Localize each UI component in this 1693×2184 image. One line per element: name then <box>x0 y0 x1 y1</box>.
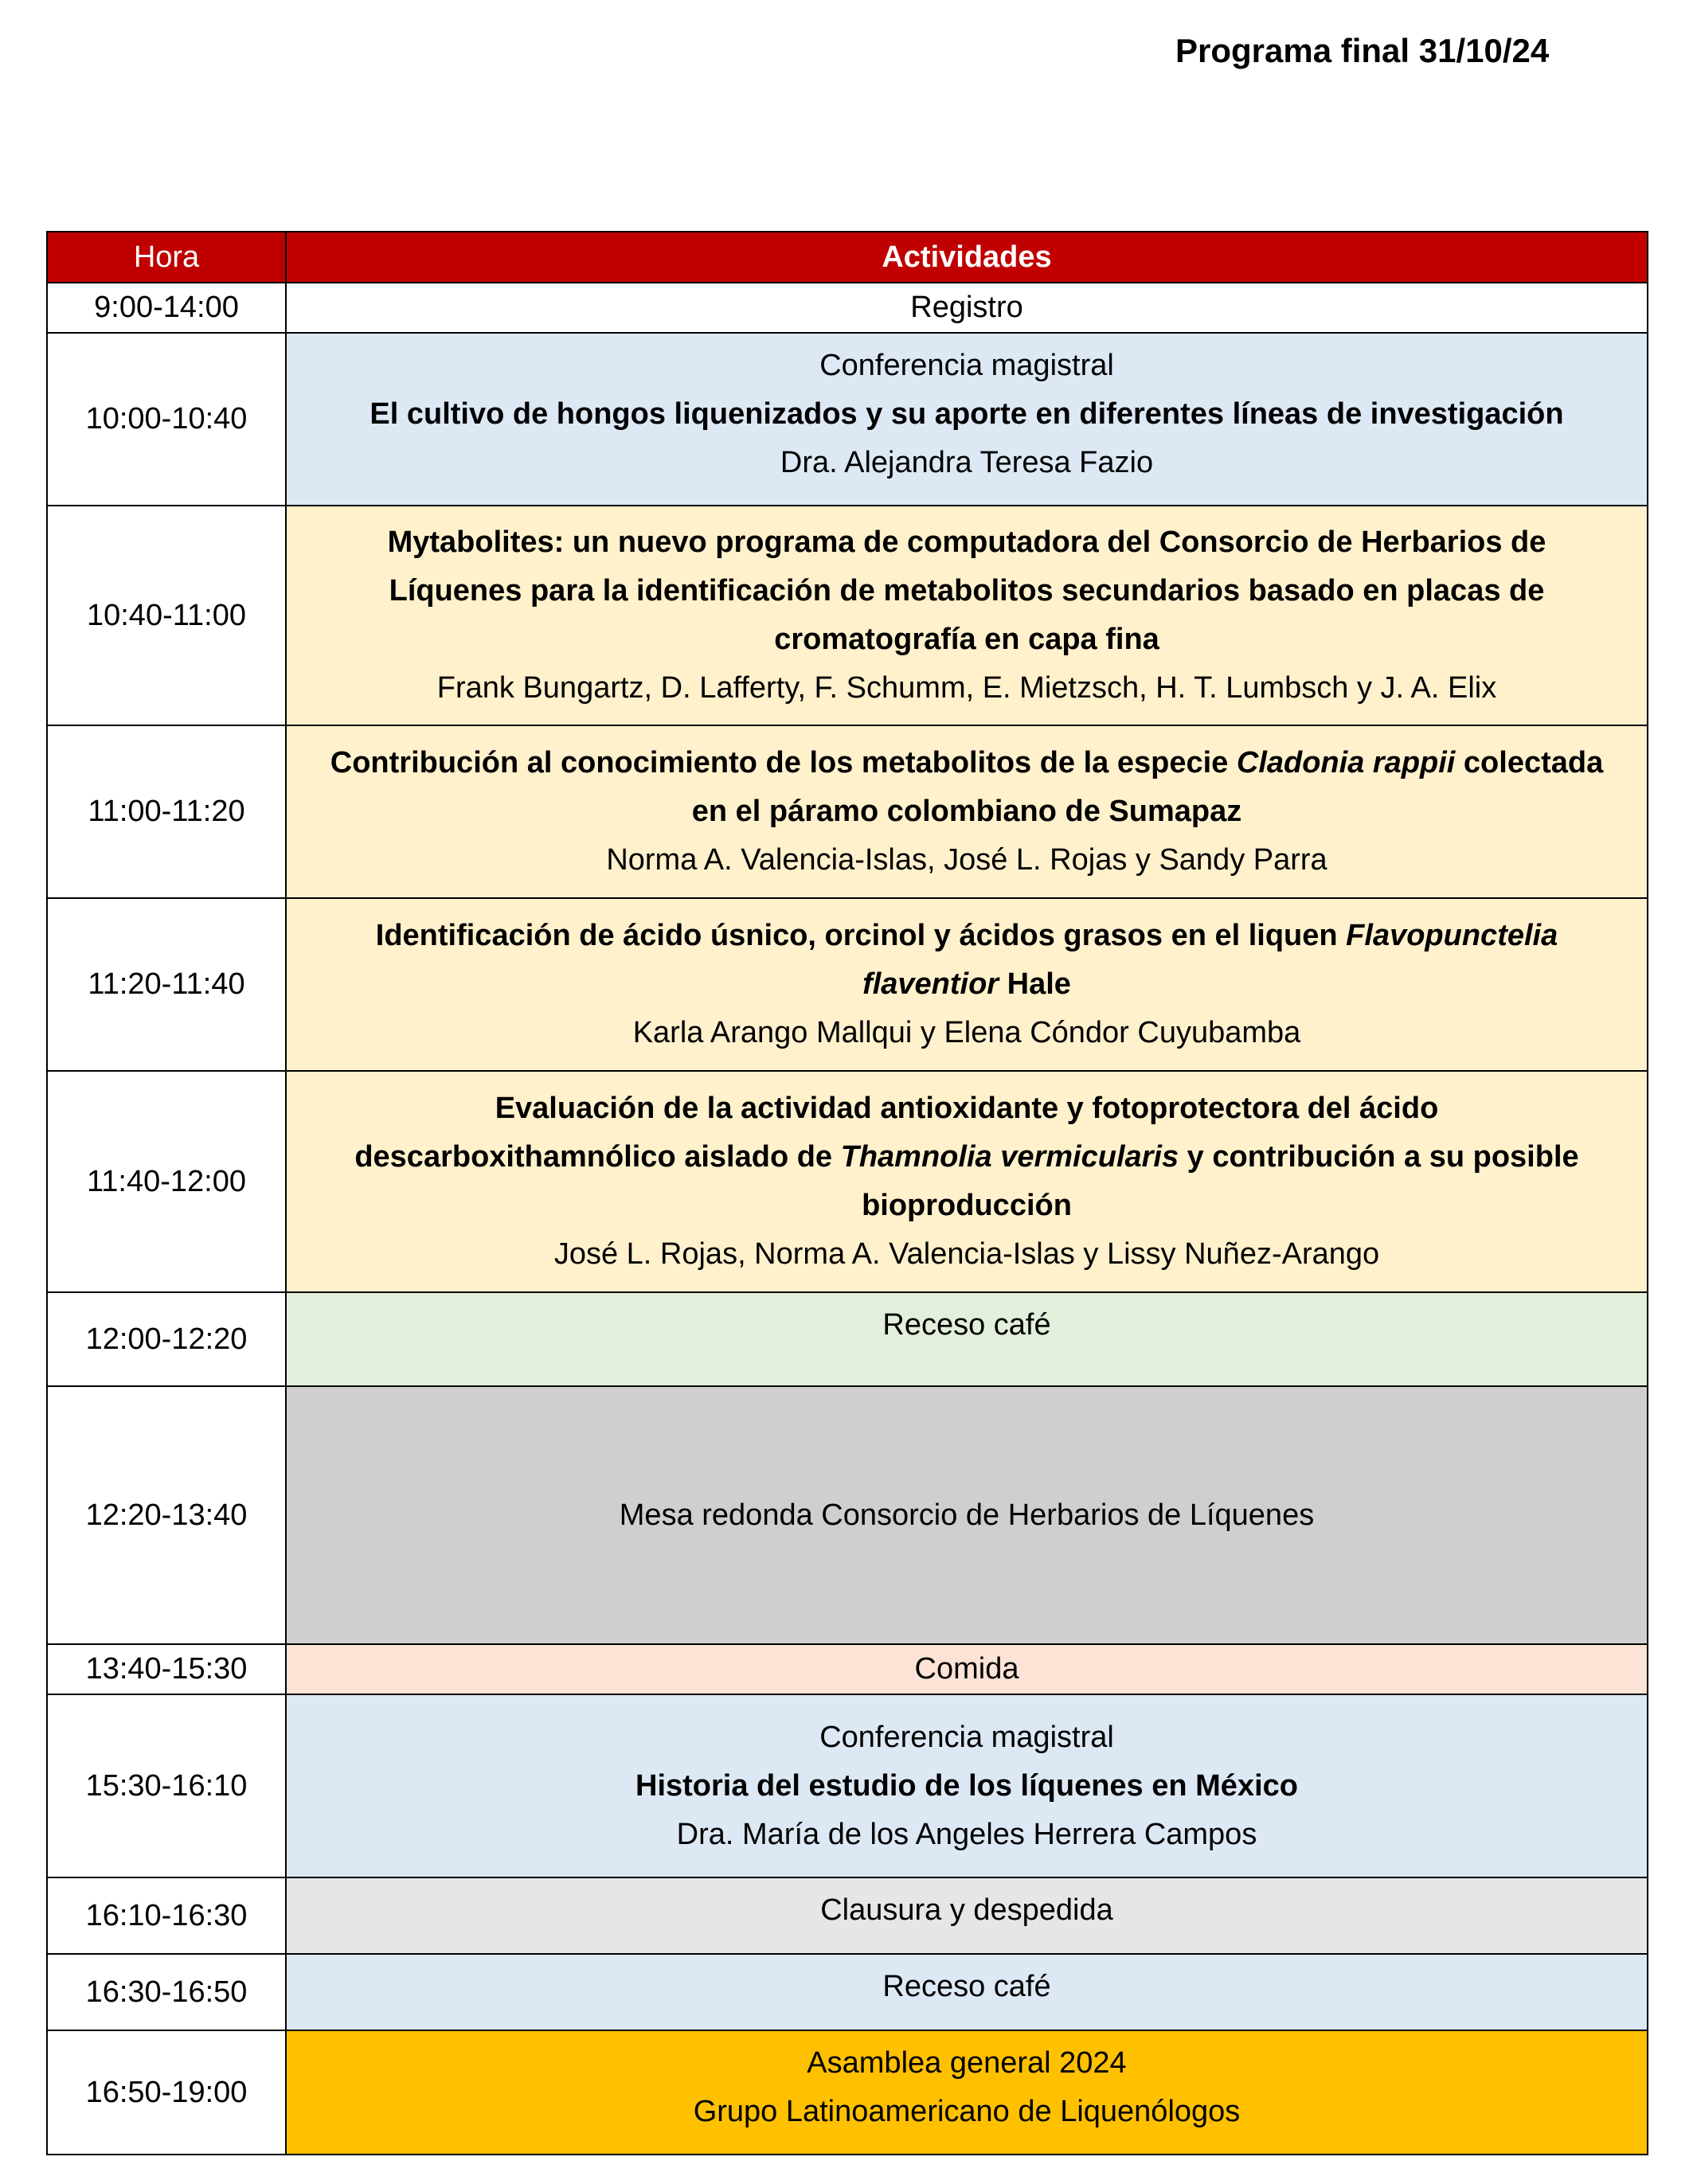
row-activity <box>286 1877 1648 1954</box>
schedule-row <box>47 1954 1648 2030</box>
schedule-row <box>47 333 1648 506</box>
row-activity <box>286 333 1648 506</box>
title-text: Contribución al conocimiento de los metabolitos de la especie <box>330 746 1237 779</box>
page-title: Programa final 31/10/24 <box>1175 32 1550 69</box>
row-activity <box>286 1694 1648 1877</box>
row-activity <box>286 2030 1648 2155</box>
row-time: 11:20-11:40 <box>47 898 286 1071</box>
schedule-row <box>47 506 1648 725</box>
title-text: Identificación de ácido úsnico, orcinol y ácidos grasos en el liquen <box>375 919 1347 952</box>
activity-title-line: Líquenes para la identificación de metabolitos secundarios basado en placas de <box>389 574 1545 608</box>
activity-title-line <box>287 739 1647 787</box>
row-activity <box>286 506 1648 725</box>
schedule-table <box>46 231 1648 2155</box>
activity-title-line: cromatografía en capa fina <box>774 623 1159 656</box>
row-activity <box>286 1644 1648 1694</box>
row-time: 16:10-16:30 <box>47 1877 286 1954</box>
header-hora: Hora <box>47 232 286 283</box>
activity-line: Registro <box>910 291 1023 324</box>
activity-title-line <box>287 912 1647 960</box>
activity-title: El cultivo de hongos liquenizados y su aporte en diferentes líneas de investigación <box>369 397 1564 431</box>
schedule-row <box>47 725 1648 898</box>
activity-authors: Karla Arango Mallqui y Elena Cóndor Cuyubamba <box>632 1016 1301 1049</box>
activity-title: Historia del estudio de los líquenes en México <box>635 1768 1298 1803</box>
activity-authors: Norma A. Valencia-Islas, José L. Rojas y Sandy Parra <box>606 843 1327 877</box>
species-name: Flavopunctelia <box>1346 919 1558 952</box>
row-time: 9:00-14:00 <box>47 283 286 333</box>
schedule-row <box>47 283 1648 333</box>
activity-line: Receso café <box>882 1308 1051 1342</box>
row-activity <box>286 1954 1648 2030</box>
row-activity <box>286 1071 1648 1292</box>
species-name: Thamnolia vermicularis <box>840 1140 1179 1174</box>
activity-title-line: Mytabolites: un nuevo programa de computadora del Consorcio de Herbarios de <box>387 525 1546 559</box>
activity-line: Mesa redonda Consorcio de Herbarios de Líquenes <box>619 1498 1315 1532</box>
activity-line: Comida <box>914 1652 1019 1686</box>
row-time: 16:50-19:00 <box>47 2030 286 2155</box>
row-time: 10:00-10:40 <box>47 333 286 506</box>
activity-line: Clausura y despedida <box>820 1893 1113 1927</box>
header-row <box>47 232 1648 283</box>
schedule-row <box>47 1386 1648 1644</box>
activity-authors: José L. Rojas, Norma A. Valencia-Islas y Lissy Nuñez-Arango <box>553 1237 1380 1271</box>
title-text: descarboxithamnólico aislado de <box>354 1140 841 1174</box>
row-activity <box>286 898 1648 1071</box>
activity-type: Conferencia magistral <box>819 1720 1114 1754</box>
schedule-row <box>47 898 1648 1071</box>
activity-title-line: en el páramo colombiano de Sumapaz <box>691 795 1242 828</box>
title-text: y contribución a su posible <box>1179 1140 1579 1174</box>
row-time: 12:00-12:20 <box>47 1292 286 1386</box>
row-time: 13:40-15:30 <box>47 1644 286 1694</box>
row-time: 16:30-16:50 <box>47 1954 286 2030</box>
species-name: Cladonia rappii <box>1236 746 1456 779</box>
schedule-row <box>47 2030 1648 2155</box>
activity-line: Asamblea general 2024 <box>807 2046 1127 2080</box>
activity-authors: Frank Bungartz, D. Lafferty, F. Schumm, E. Mietzsch, H. T. Lumbsch y J. A. Elix <box>436 671 1497 705</box>
row-time: 11:00-11:20 <box>47 725 286 898</box>
activity-type: Conferencia magistral <box>819 349 1114 382</box>
schedule-row <box>47 1292 1648 1386</box>
title-text: Hale <box>999 967 1071 1001</box>
activity-title-line: bioproducción <box>862 1189 1072 1222</box>
row-time: 12:20-13:40 <box>47 1386 286 1644</box>
row-activity <box>286 283 1648 333</box>
row-activity <box>286 725 1648 898</box>
schedule-row <box>47 1644 1648 1694</box>
row-time: 15:30-16:10 <box>47 1694 286 1877</box>
activity-speaker: Dra. María de los Angeles Herrera Campos <box>676 1817 1257 1851</box>
row-time: 10:40-11:00 <box>47 506 286 725</box>
activity-speaker: Dra. Alejandra Teresa Fazio <box>780 446 1154 479</box>
title-text: colectada <box>1455 746 1604 779</box>
species-name: flaventior <box>862 967 999 1001</box>
activity-title-line: Evaluación de la actividad antioxidante y fotoprotectora del ácido <box>495 1092 1439 1125</box>
schedule-row <box>47 1071 1648 1292</box>
activity-title-line <box>287 1133 1647 1182</box>
activity-line: Receso café <box>882 1970 1051 2003</box>
row-activity <box>286 1386 1648 1644</box>
row-time: 11:40-12:00 <box>47 1071 286 1292</box>
row-activity <box>286 1292 1648 1386</box>
activity-line: Grupo Latinoamericano de Liquenólogos <box>693 2095 1241 2128</box>
activity-title-line <box>287 960 1647 1009</box>
schedule-row <box>47 1694 1648 1877</box>
schedule-row <box>47 1877 1648 1954</box>
header-actividades: Actividades <box>286 232 1648 283</box>
